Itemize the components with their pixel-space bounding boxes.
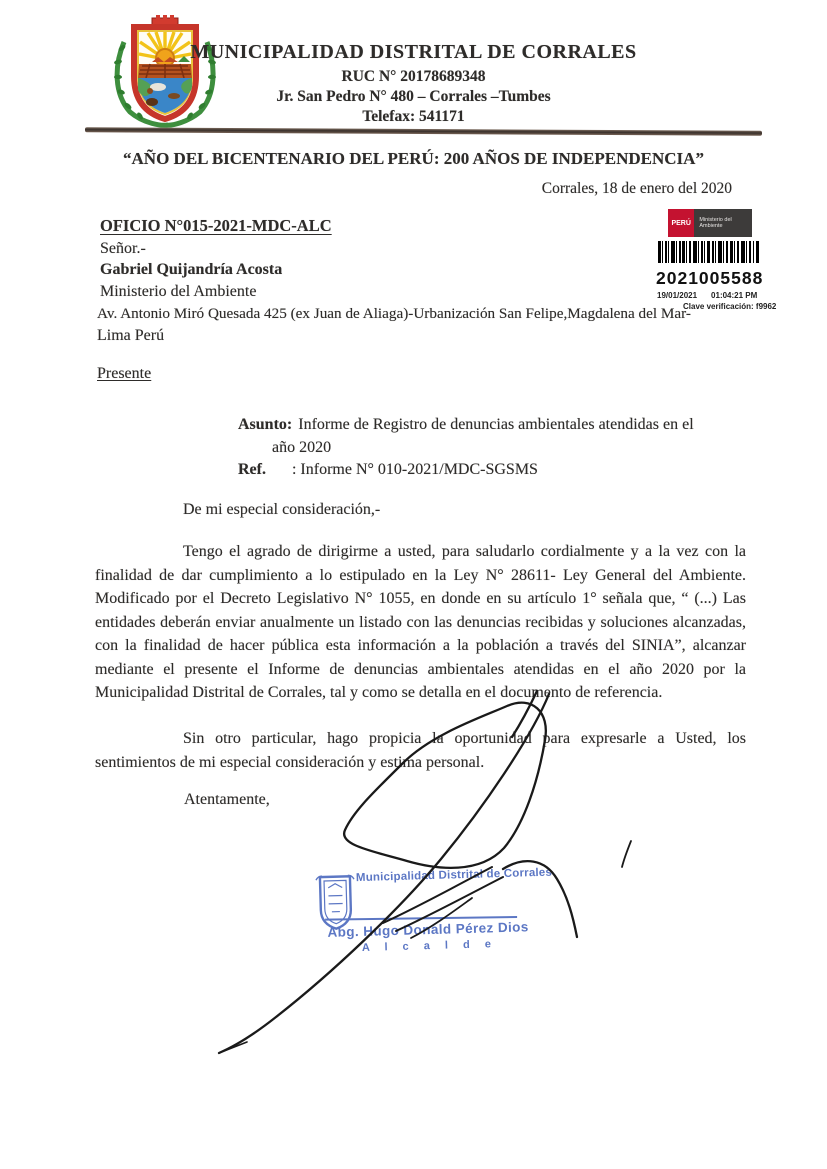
subject-text: Informe de Registro de denuncias ambientales atendidas en el — [298, 416, 694, 433]
org-telefax: Telefax: 541171 — [362, 108, 465, 125]
body-paragraph-2: Sin otro particular, hago propicia la oportunidad para expresarle a Usted, los sentimientos de mi especial consideración y estima personal. — [95, 730, 746, 771]
stamp-signer-name: Abg. Hugo Donald Pérez Dios — [327, 919, 529, 940]
recipient-name: Gabriel Quijandría Acosta — [100, 261, 283, 278]
dateline: Corrales, 18 de enero del 2020 — [541, 180, 732, 197]
subject-line — [238, 416, 758, 434]
recipient-address-line2: Lima Perú — [97, 327, 165, 344]
recipient-institution: Ministerio del Ambiente — [100, 283, 257, 300]
stamp-signer-title: A l c a l d e — [361, 938, 498, 954]
org-ruc: RUC N° 20178689348 — [341, 68, 486, 85]
peru-logo-text: PERÚ — [668, 209, 694, 237]
reception-stamp — [655, 209, 777, 311]
greeting: De mi especial consideración,- — [183, 501, 381, 518]
reception-time: 01:04:21 PM — [711, 291, 758, 300]
recipient-address-line1: Av. Antonio Miró Quesada 425 (ex Juan de Aliaga)-Urbanización San Felipe,Magdalena del Mar- — [97, 305, 691, 322]
reception-number: 2021005588 — [656, 268, 764, 288]
body-paragraph-1: Tengo el agrado de dirigirme a usted, para saludarlo cordialmente y a la vez con la finalidad de dar cumplimiento a lo estipulado en la Ley N° 28611- Ley General del Ambiente. Modificado por el Decreto Legislativo N° 1055, en donde en su artículo 1° señala que, “ (...) Las entidades deberán enviar anualmente un listado con las denuncias recibidas y soluciones alcanzadas, con la finalidad de hacer pública esta información a la población a través del SINIA”, alcanzar mediante el presente el Informe de denuncias ambientales atendidas en el año 2020 por la Municipalidad Distrital de Corrales, tal y como se detalla en el documento de referencia. — [95, 543, 746, 701]
subject-text-line2: año 2020 — [272, 439, 332, 456]
barcode-icon — [658, 241, 759, 263]
org-address: Jr. San Pedro N° 480 – Corrales –Tumbes — [276, 88, 551, 105]
salutation: Señor.- — [100, 240, 146, 257]
year-motto: “AÑO DEL BICENTENARIO DEL PERÚ: 200 AÑOS DE INDEPENDENCIA” — [123, 149, 704, 168]
stamp-org-name: Municipalidad Distrital de Corrales — [355, 866, 553, 885]
reference-line — [238, 461, 538, 479]
reference-text: : Informe N° 010-2021/MDC-SGSMS — [291, 461, 538, 478]
verification-key: Clave verificación: f9962 — [683, 302, 777, 311]
subject-label: Asunto: — [238, 416, 293, 433]
oficio-number: OFICIO N°015-2021-MDC-ALC — [100, 216, 332, 235]
ministry-logo-text: Ministerio del Ambiente — [694, 209, 752, 237]
peru-ministry-logo-icon — [668, 209, 752, 237]
reception-date: 19/01/2021 — [657, 291, 698, 300]
closing: Atentamente, — [184, 791, 270, 808]
reference-label: Ref. — [238, 461, 266, 478]
municipal-stamp — [312, 860, 625, 969]
presente-label: Presente — [97, 365, 152, 382]
org-name: MUNICIPALIDAD DISTRITAL DE CORRALES — [190, 41, 637, 63]
header-divider — [85, 127, 762, 136]
